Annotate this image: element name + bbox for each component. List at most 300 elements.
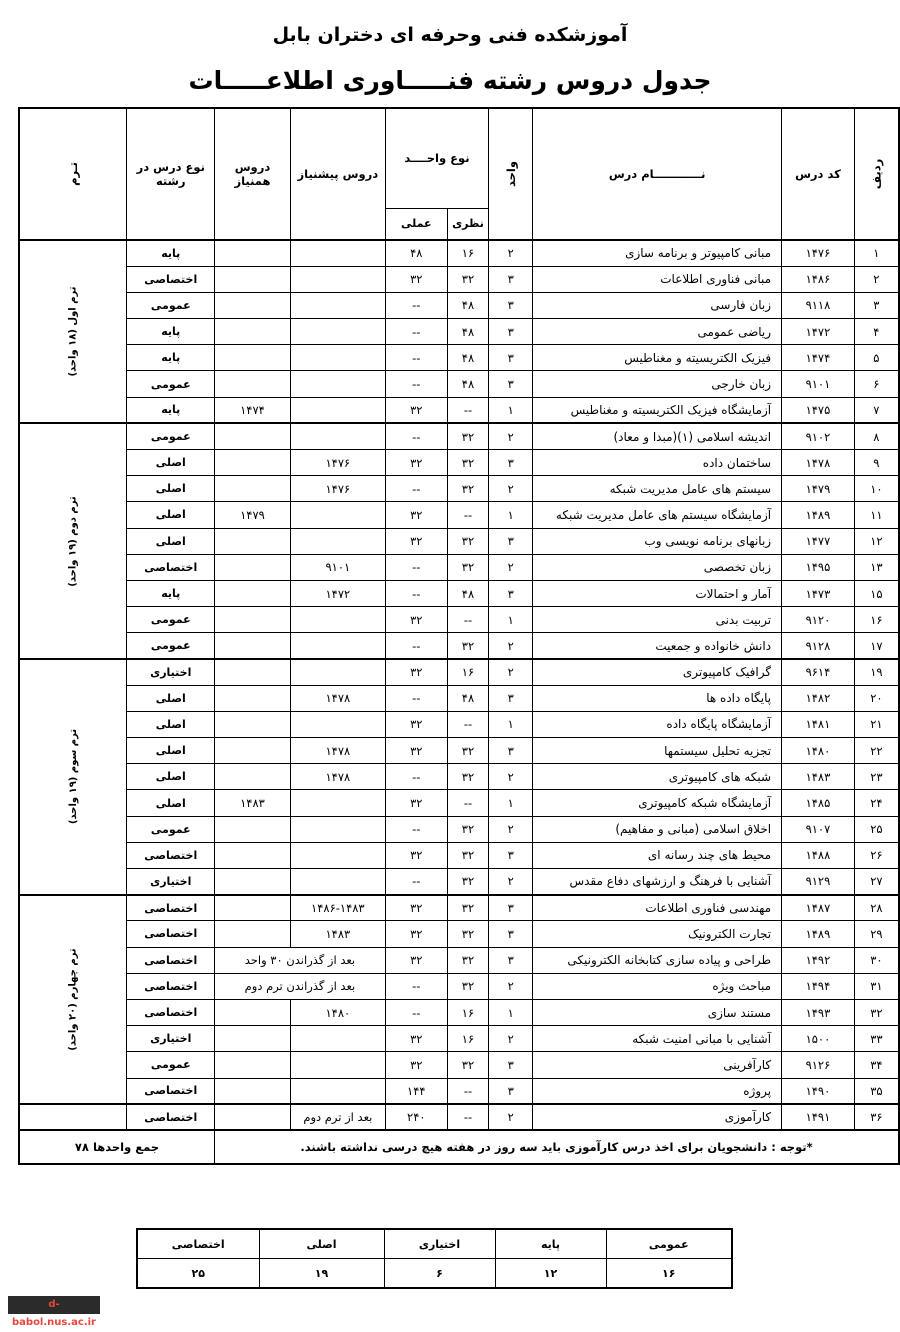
cell-theory-hours: ۳۲: [447, 450, 488, 476]
cell-course-type: اختصاصی: [127, 554, 215, 580]
cell-course-code: ۱۴۷۳: [782, 580, 855, 606]
cell-practical-hours: ۳۲: [385, 659, 447, 685]
cell-prerequisite: ۱۴۸۶-۱۴۸۳: [290, 895, 385, 921]
table-row: [19, 659, 899, 685]
cell-course-name: زبان خارجی: [533, 371, 782, 397]
cell-theory-hours: ۳۲: [447, 869, 488, 895]
cell-practical-hours: --: [385, 476, 447, 502]
cell-practical-hours: --: [385, 973, 447, 999]
cell-course-type: اصلی: [127, 711, 215, 737]
internship-note: *توجه : دانشجویان برای اخذ درس کارآموزی باید سه روز در هفته هیچ درسی نداشته باشند.: [215, 1130, 899, 1164]
cell-course-type: عمومی: [127, 607, 215, 633]
cell-course-type: اصلی: [127, 790, 215, 816]
cell-corequisite: [215, 1026, 291, 1052]
cell-course-code: ۹۱۲۰: [782, 607, 855, 633]
cell-course-type: عمومی: [127, 633, 215, 659]
cell-units: ۲: [489, 973, 533, 999]
cell-corequisite: [215, 423, 291, 449]
cell-course-name: تجارت الکترونیک: [533, 921, 782, 947]
cell-units: ۲: [489, 816, 533, 842]
cell-prerequisite: [290, 345, 385, 371]
cell-practical-hours: --: [385, 764, 447, 790]
cell-units: ۳: [489, 580, 533, 606]
cell-course-code: ۱۴۷۵: [782, 397, 855, 423]
cell-course-code: ۹۱۲۹: [782, 869, 855, 895]
cell-corequisite: [215, 607, 291, 633]
cell-course-name: اندیشه اسلامی (۱)(مبدا و معاد): [533, 423, 782, 449]
cell-course-name: طراحی و پیاده سازی کتابخانه الکترونیکی: [533, 947, 782, 973]
cell-practical-hours: --: [385, 345, 447, 371]
cell-prerequisite: [290, 869, 385, 895]
cell-course-code: ۱۴۹۲: [782, 947, 855, 973]
cell-units: ۲: [489, 1104, 533, 1130]
cell-course-type: عمومی: [127, 292, 215, 318]
cell-prerequisite: [290, 371, 385, 397]
cell-course-name: زبان تخصصی: [533, 554, 782, 580]
table-row: [19, 423, 899, 449]
summary-value-basic: ۱۲: [495, 1259, 606, 1289]
cell-corequisite: [215, 895, 291, 921]
cell-course-code: ۱۴۷۷: [782, 528, 855, 554]
cell-theory-hours: ۱۶: [447, 240, 488, 266]
cell-row-number: ۲۴: [854, 790, 899, 816]
institute-title: آموزشکده فنی وحرفه ای دختران بابل: [272, 24, 628, 46]
cell-course-code: ۹۱۱۸: [782, 292, 855, 318]
cell-course-code: ۹۱۰۷: [782, 816, 855, 842]
cell-units: ۲: [489, 423, 533, 449]
summary-value-general: ۱۶: [606, 1259, 732, 1289]
cell-practical-hours: ۳۲: [385, 266, 447, 292]
cell-practical-hours: --: [385, 292, 447, 318]
cell-prerequisite: [290, 790, 385, 816]
cell-theory-hours: ۴۸: [447, 319, 488, 345]
cell-course-name: آمار و احتمالات: [533, 580, 782, 606]
note-row: [19, 1130, 899, 1164]
cell-course-type: اختصاصی: [127, 266, 215, 292]
cell-course-code: ۱۴۹۰: [782, 1078, 855, 1104]
table-row: [19, 816, 899, 842]
cell-course-code: ۱۴۷۹: [782, 476, 855, 502]
cell-practical-hours: ۲۴۰: [385, 1104, 447, 1130]
cell-row-number: ۲: [854, 266, 899, 292]
cell-prerequisite: [290, 266, 385, 292]
cell-prerequisite: [290, 292, 385, 318]
cell-row-number: ۲۶: [854, 842, 899, 868]
cell-course-code: ۹۶۱۴: [782, 659, 855, 685]
cell-course-code: ۱۴۹۱: [782, 1104, 855, 1130]
cell-course-name: پروژه: [533, 1078, 782, 1104]
cell-course-name: شبکه های کامپیوتری: [533, 764, 782, 790]
cell-course-name: آزمایشگاه سیستم های عامل مدیریت شبکه: [533, 502, 782, 528]
cell-course-type: اصلی: [127, 450, 215, 476]
cell-course-name: تربیت بدنی: [533, 607, 782, 633]
cell-course-name: مستند سازی: [533, 999, 782, 1025]
cell-course-code: ۱۴۸۱: [782, 711, 855, 737]
cell-prerequisite: ۱۴۷۸: [290, 738, 385, 764]
cell-corequisite: [215, 345, 291, 371]
cell-practical-hours: --: [385, 554, 447, 580]
table-row: [19, 973, 899, 999]
cell-course-type: اختصاصی: [127, 999, 215, 1025]
cell-corequisite: [215, 711, 291, 737]
total-units: جمع واحدها ۷۸: [19, 1130, 215, 1164]
cell-theory-hours: --: [447, 397, 488, 423]
cell-course-code: ۱۴۹۳: [782, 999, 855, 1025]
cell-corequisite: [215, 816, 291, 842]
cell-course-type: اختصاصی: [127, 1104, 215, 1130]
cell-prerequisite: ۱۴۷۸: [290, 764, 385, 790]
cell-corequisite: ۱۴۷۴: [215, 397, 291, 423]
cell-units: ۳: [489, 266, 533, 292]
cell-course-code: ۱۴۹۴: [782, 973, 855, 999]
cell-course-code: ۱۴۸۹: [782, 921, 855, 947]
cell-row-number: ۳۱: [854, 973, 899, 999]
cell-practical-hours: ۴۸: [385, 240, 447, 266]
cell-course-name: کارآموزی: [533, 1104, 782, 1130]
cell-course-name: مبانی فناوری اطلاعات: [533, 266, 782, 292]
cell-prerequisite: ۹۱۰۱: [290, 554, 385, 580]
cell-course-type: اختصاصی: [127, 921, 215, 947]
cell-units: ۲: [489, 633, 533, 659]
cell-course-type: اختیاری: [127, 1026, 215, 1052]
cell-row-number: ۱۳: [854, 554, 899, 580]
cell-units: ۳: [489, 345, 533, 371]
cell-prerequisite: [290, 502, 385, 528]
cell-course-name: ریاضی عمومی: [533, 319, 782, 345]
table-row: [19, 450, 899, 476]
term-label: ترم اول (۱۸ واحد): [67, 286, 79, 377]
courses-table-wrap: [18, 107, 900, 1165]
cell-course-type: اختصاصی: [127, 973, 215, 999]
cell-units: ۳: [489, 319, 533, 345]
table-row: [19, 580, 899, 606]
cell-units: ۲: [489, 659, 533, 685]
cell-theory-hours: ۳۲: [447, 816, 488, 842]
table-row: [19, 528, 899, 554]
cell-row-number: ۹: [854, 450, 899, 476]
table-row: [19, 738, 899, 764]
cell-prerequisite: ۱۴۷۸: [290, 685, 385, 711]
table-row: [19, 790, 899, 816]
cell-units: ۱: [489, 711, 533, 737]
cell-prerequisite: [290, 397, 385, 423]
cell-corequisite: [215, 1104, 291, 1130]
cell-course-name: سیستم های عامل مدیریت شبکه: [533, 476, 782, 502]
cell-prerequisite: [290, 1052, 385, 1078]
cell-practical-hours: --: [385, 999, 447, 1025]
cell-theory-hours: ۳۲: [447, 476, 488, 502]
cell-practical-hours: ۳۲: [385, 1026, 447, 1052]
cell-course-type: اختیاری: [127, 659, 215, 685]
summary-header-general: عمومی: [606, 1229, 732, 1259]
cell-course-type: اصلی: [127, 685, 215, 711]
header-course-type: نوع درس در رشته: [127, 108, 215, 240]
cell-units: ۳: [489, 947, 533, 973]
cell-row-number: ۳۳: [854, 1026, 899, 1052]
cell-corequisite: [215, 659, 291, 685]
cell-prerequisite: [290, 842, 385, 868]
cell-row-number: ۱۵: [854, 580, 899, 606]
cell-theory-hours: ۳۲: [447, 764, 488, 790]
cell-practical-hours: ۳۲: [385, 397, 447, 423]
cell-units: ۲: [489, 764, 533, 790]
cell-row-number: ۲۱: [854, 711, 899, 737]
cell-row-number: ۷: [854, 397, 899, 423]
cell-practical-hours: ۳۲: [385, 947, 447, 973]
cell-prerequisite: ۱۴۷۲: [290, 580, 385, 606]
cell-course-code: ۱۴۸۵: [782, 790, 855, 816]
cell-prerequisite: [290, 423, 385, 449]
cell-theory-hours: ۳۲: [447, 423, 488, 449]
cell-course-type: اصلی: [127, 528, 215, 554]
cell-practical-hours: ۳۲: [385, 1052, 447, 1078]
cell-course-type: اختصاصی: [127, 947, 215, 973]
cell-course-name: دانش خانواده و جمعیت: [533, 633, 782, 659]
cell-course-name: فیزیک الکتریسیته و مغناطیس: [533, 345, 782, 371]
cell-course-code: ۹۱۲۸: [782, 633, 855, 659]
cell-row-number: ۱۶: [854, 607, 899, 633]
cell-corequisite: [215, 319, 291, 345]
cell-course-code: ۹۱۲۶: [782, 1052, 855, 1078]
cell-course-name: مباحث ویژه: [533, 973, 782, 999]
cell-prerequisite: بعد از گذراندن ۳۰ واحد: [215, 947, 386, 973]
cell-corequisite: [215, 842, 291, 868]
cell-practical-hours: ۳۲: [385, 842, 447, 868]
cell-theory-hours: ۳۲: [447, 947, 488, 973]
table-row: [19, 1078, 899, 1104]
term-label: ترم چهارم (۲۰ واحد): [67, 948, 79, 1051]
cell-theory-hours: ۴۸: [447, 292, 488, 318]
courses-table: [18, 107, 900, 1165]
cell-course-type: پایه: [127, 319, 215, 345]
cell-course-name: پایگاه داده ها: [533, 685, 782, 711]
table-row: [19, 842, 899, 868]
summary-table-wrap: [136, 1228, 733, 1289]
term-label-cell: [19, 423, 127, 659]
cell-course-type: اصلی: [127, 764, 215, 790]
cell-practical-hours: --: [385, 685, 447, 711]
cell-row-number: ۴: [854, 319, 899, 345]
cell-corequisite: [215, 1052, 291, 1078]
table-row: [19, 397, 899, 423]
cell-row-number: ۲۷: [854, 869, 899, 895]
cell-corequisite: [215, 633, 291, 659]
cell-course-code: ۱۴۹۵: [782, 554, 855, 580]
table-row: [19, 1026, 899, 1052]
cell-units: ۳: [489, 528, 533, 554]
header-theory: نظری: [447, 208, 488, 240]
cell-row-number: ۱۷: [854, 633, 899, 659]
cell-corequisite: [215, 999, 291, 1025]
table-row: [19, 502, 899, 528]
cell-course-type: اصلی: [127, 476, 215, 502]
header-term: [19, 108, 127, 240]
cell-theory-hours: ۳۲: [447, 842, 488, 868]
table-row: [19, 554, 899, 580]
cell-row-number: ۳۵: [854, 1078, 899, 1104]
header-unit-type: نوع واحــــد: [385, 108, 488, 208]
cell-course-name: آزمایشگاه پایگاه داده: [533, 711, 782, 737]
cell-units: ۱: [489, 999, 533, 1025]
cell-units: ۱: [489, 397, 533, 423]
summary-header-specialized: اختصاصی: [137, 1229, 259, 1259]
cell-course-type: عمومی: [127, 423, 215, 449]
cell-practical-hours: ۳۲: [385, 502, 447, 528]
cell-units: ۲: [489, 240, 533, 266]
cell-row-number: ۳۴: [854, 1052, 899, 1078]
cell-course-code: ۱۴۸۸: [782, 842, 855, 868]
cell-course-name: اخلاق اسلامی (مبانی و مفاهیم): [533, 816, 782, 842]
cell-theory-hours: ۳۲: [447, 633, 488, 659]
cell-course-name: آزمایشگاه فیزیک الکتریسیته و مغناطیس: [533, 397, 782, 423]
cell-corequisite: [215, 764, 291, 790]
summary-table: [136, 1228, 733, 1289]
cell-course-code: ۱۴۸۲: [782, 685, 855, 711]
table-row: [19, 319, 899, 345]
cell-theory-hours: ۱۶: [447, 999, 488, 1025]
cell-course-code: ۹۱۰۱: [782, 371, 855, 397]
cell-theory-hours: --: [447, 502, 488, 528]
table-row: [19, 869, 899, 895]
cell-prerequisite: ۱۴۷۶: [290, 450, 385, 476]
cell-theory-hours: ۴۸: [447, 685, 488, 711]
cell-course-type: اختصاصی: [127, 1078, 215, 1104]
cell-course-type: پایه: [127, 240, 215, 266]
cell-practical-hours: ۳۲: [385, 895, 447, 921]
cell-row-number: ۵: [854, 345, 899, 371]
summary-value-optional: ۶: [384, 1259, 495, 1289]
header-units: [489, 108, 533, 240]
cell-prerequisite: بعد از گذراندن ترم دوم: [215, 973, 386, 999]
cell-course-type: عمومی: [127, 371, 215, 397]
cell-course-type: اصلی: [127, 738, 215, 764]
cell-row-number: ۱: [854, 240, 899, 266]
cell-practical-hours: --: [385, 869, 447, 895]
page-title: جدول دروس رشته فنـــــاوری اطلاعـــــات: [188, 66, 712, 95]
cell-units: ۳: [489, 895, 533, 921]
cell-row-number: ۲۹: [854, 921, 899, 947]
cell-row-number: ۲۰: [854, 685, 899, 711]
table-row: [19, 345, 899, 371]
cell-practical-hours: ۳۲: [385, 921, 447, 947]
cell-row-number: ۲۳: [854, 764, 899, 790]
cell-units: ۲: [489, 476, 533, 502]
cell-course-code: ۱۴۸۶: [782, 266, 855, 292]
cell-theory-hours: ۳۲: [447, 1052, 488, 1078]
cell-corequisite: [215, 869, 291, 895]
cell-row-number: ۱۰: [854, 476, 899, 502]
cell-row-number: ۲۵: [854, 816, 899, 842]
cell-row-number: ۸: [854, 423, 899, 449]
cell-practical-hours: ۳۲: [385, 607, 447, 633]
cell-row-number: ۳: [854, 292, 899, 318]
cell-course-type: عمومی: [127, 1052, 215, 1078]
cell-theory-hours: --: [447, 790, 488, 816]
cell-theory-hours: ۳۲: [447, 738, 488, 764]
header-course-code: کد درس: [782, 108, 855, 240]
cell-theory-hours: ۳۲: [447, 554, 488, 580]
summary-header-optional: اختیاری: [384, 1229, 495, 1259]
cell-corequisite: [215, 685, 291, 711]
table-row: [19, 607, 899, 633]
table-row: [19, 292, 899, 318]
summary-header-basic: پایه: [495, 1229, 606, 1259]
cell-theory-hours: ۳۲: [447, 528, 488, 554]
table-row: [19, 921, 899, 947]
cell-row-number: ۳۲: [854, 999, 899, 1025]
cell-course-type: اصلی: [127, 502, 215, 528]
cell-course-name: ساختمان داده: [533, 450, 782, 476]
cell-units: ۲: [489, 554, 533, 580]
table-row: [19, 476, 899, 502]
cell-prerequisite: [290, 659, 385, 685]
cell-units: ۳: [489, 921, 533, 947]
cell-prerequisite: ۱۴۸۰: [290, 999, 385, 1025]
cell-units: ۳: [489, 371, 533, 397]
summary-header-main: اصلی: [259, 1229, 384, 1259]
cell-prerequisite: ۱۴۸۳: [290, 921, 385, 947]
cell-practical-hours: ۱۴۴: [385, 1078, 447, 1104]
cell-row-number: ۳۶: [854, 1104, 899, 1130]
cell-course-name: محیط های چند رسانه ای: [533, 842, 782, 868]
cell-theory-hours: ۴۸: [447, 345, 488, 371]
cell-units: ۳: [489, 842, 533, 868]
cell-course-type: اختیاری: [127, 869, 215, 895]
cell-corequisite: [215, 476, 291, 502]
cell-practical-hours: ۳۲: [385, 528, 447, 554]
table-row: [19, 371, 899, 397]
cell-corequisite: [215, 580, 291, 606]
table-row: [19, 240, 899, 266]
cell-course-code: ۹۱۰۲: [782, 423, 855, 449]
cell-course-name: مهندسی فناوری اطلاعات: [533, 895, 782, 921]
cell-corequisite: [215, 240, 291, 266]
cell-course-type: پایه: [127, 397, 215, 423]
term-label-cell: [19, 240, 127, 423]
cell-course-code: ۱۵۰۰: [782, 1026, 855, 1052]
cell-row-number: ۳۰: [854, 947, 899, 973]
cell-corequisite: [215, 554, 291, 580]
cell-units: ۳: [489, 1078, 533, 1104]
cell-practical-hours: --: [385, 580, 447, 606]
header-prerequisites: دروس پیشنیاز: [290, 108, 385, 240]
footer-site-link[interactable]: d-babol.nus.ac.ir: [8, 1296, 100, 1314]
cell-practical-hours: --: [385, 423, 447, 449]
cell-course-name: تجزیه تحلیل سیستمها: [533, 738, 782, 764]
cell-theory-hours: --: [447, 711, 488, 737]
table-row: [19, 685, 899, 711]
header-row-number-label: ردیف: [869, 158, 884, 190]
cell-course-type: پایه: [127, 580, 215, 606]
cell-course-name: آزمایشگاه شبکه کامپیوتری: [533, 790, 782, 816]
cell-theory-hours: ۱۶: [447, 1026, 488, 1052]
table-row: [19, 999, 899, 1025]
cell-corequisite: [215, 1078, 291, 1104]
cell-row-number: ۱۱: [854, 502, 899, 528]
cell-prerequisite: [290, 240, 385, 266]
cell-prerequisite: [290, 528, 385, 554]
table-row: [19, 947, 899, 973]
cell-course-code: ۱۴۷۲: [782, 319, 855, 345]
cell-course-code: ۱۴۷۶: [782, 240, 855, 266]
cell-row-number: ۶: [854, 371, 899, 397]
cell-units: ۲: [489, 869, 533, 895]
cell-course-name: کارآفرینی: [533, 1052, 782, 1078]
cell-corequisite: [215, 528, 291, 554]
cell-practical-hours: ۳۲: [385, 711, 447, 737]
cell-practical-hours: ۳۲: [385, 790, 447, 816]
header-term-label: تـرم: [66, 162, 81, 186]
